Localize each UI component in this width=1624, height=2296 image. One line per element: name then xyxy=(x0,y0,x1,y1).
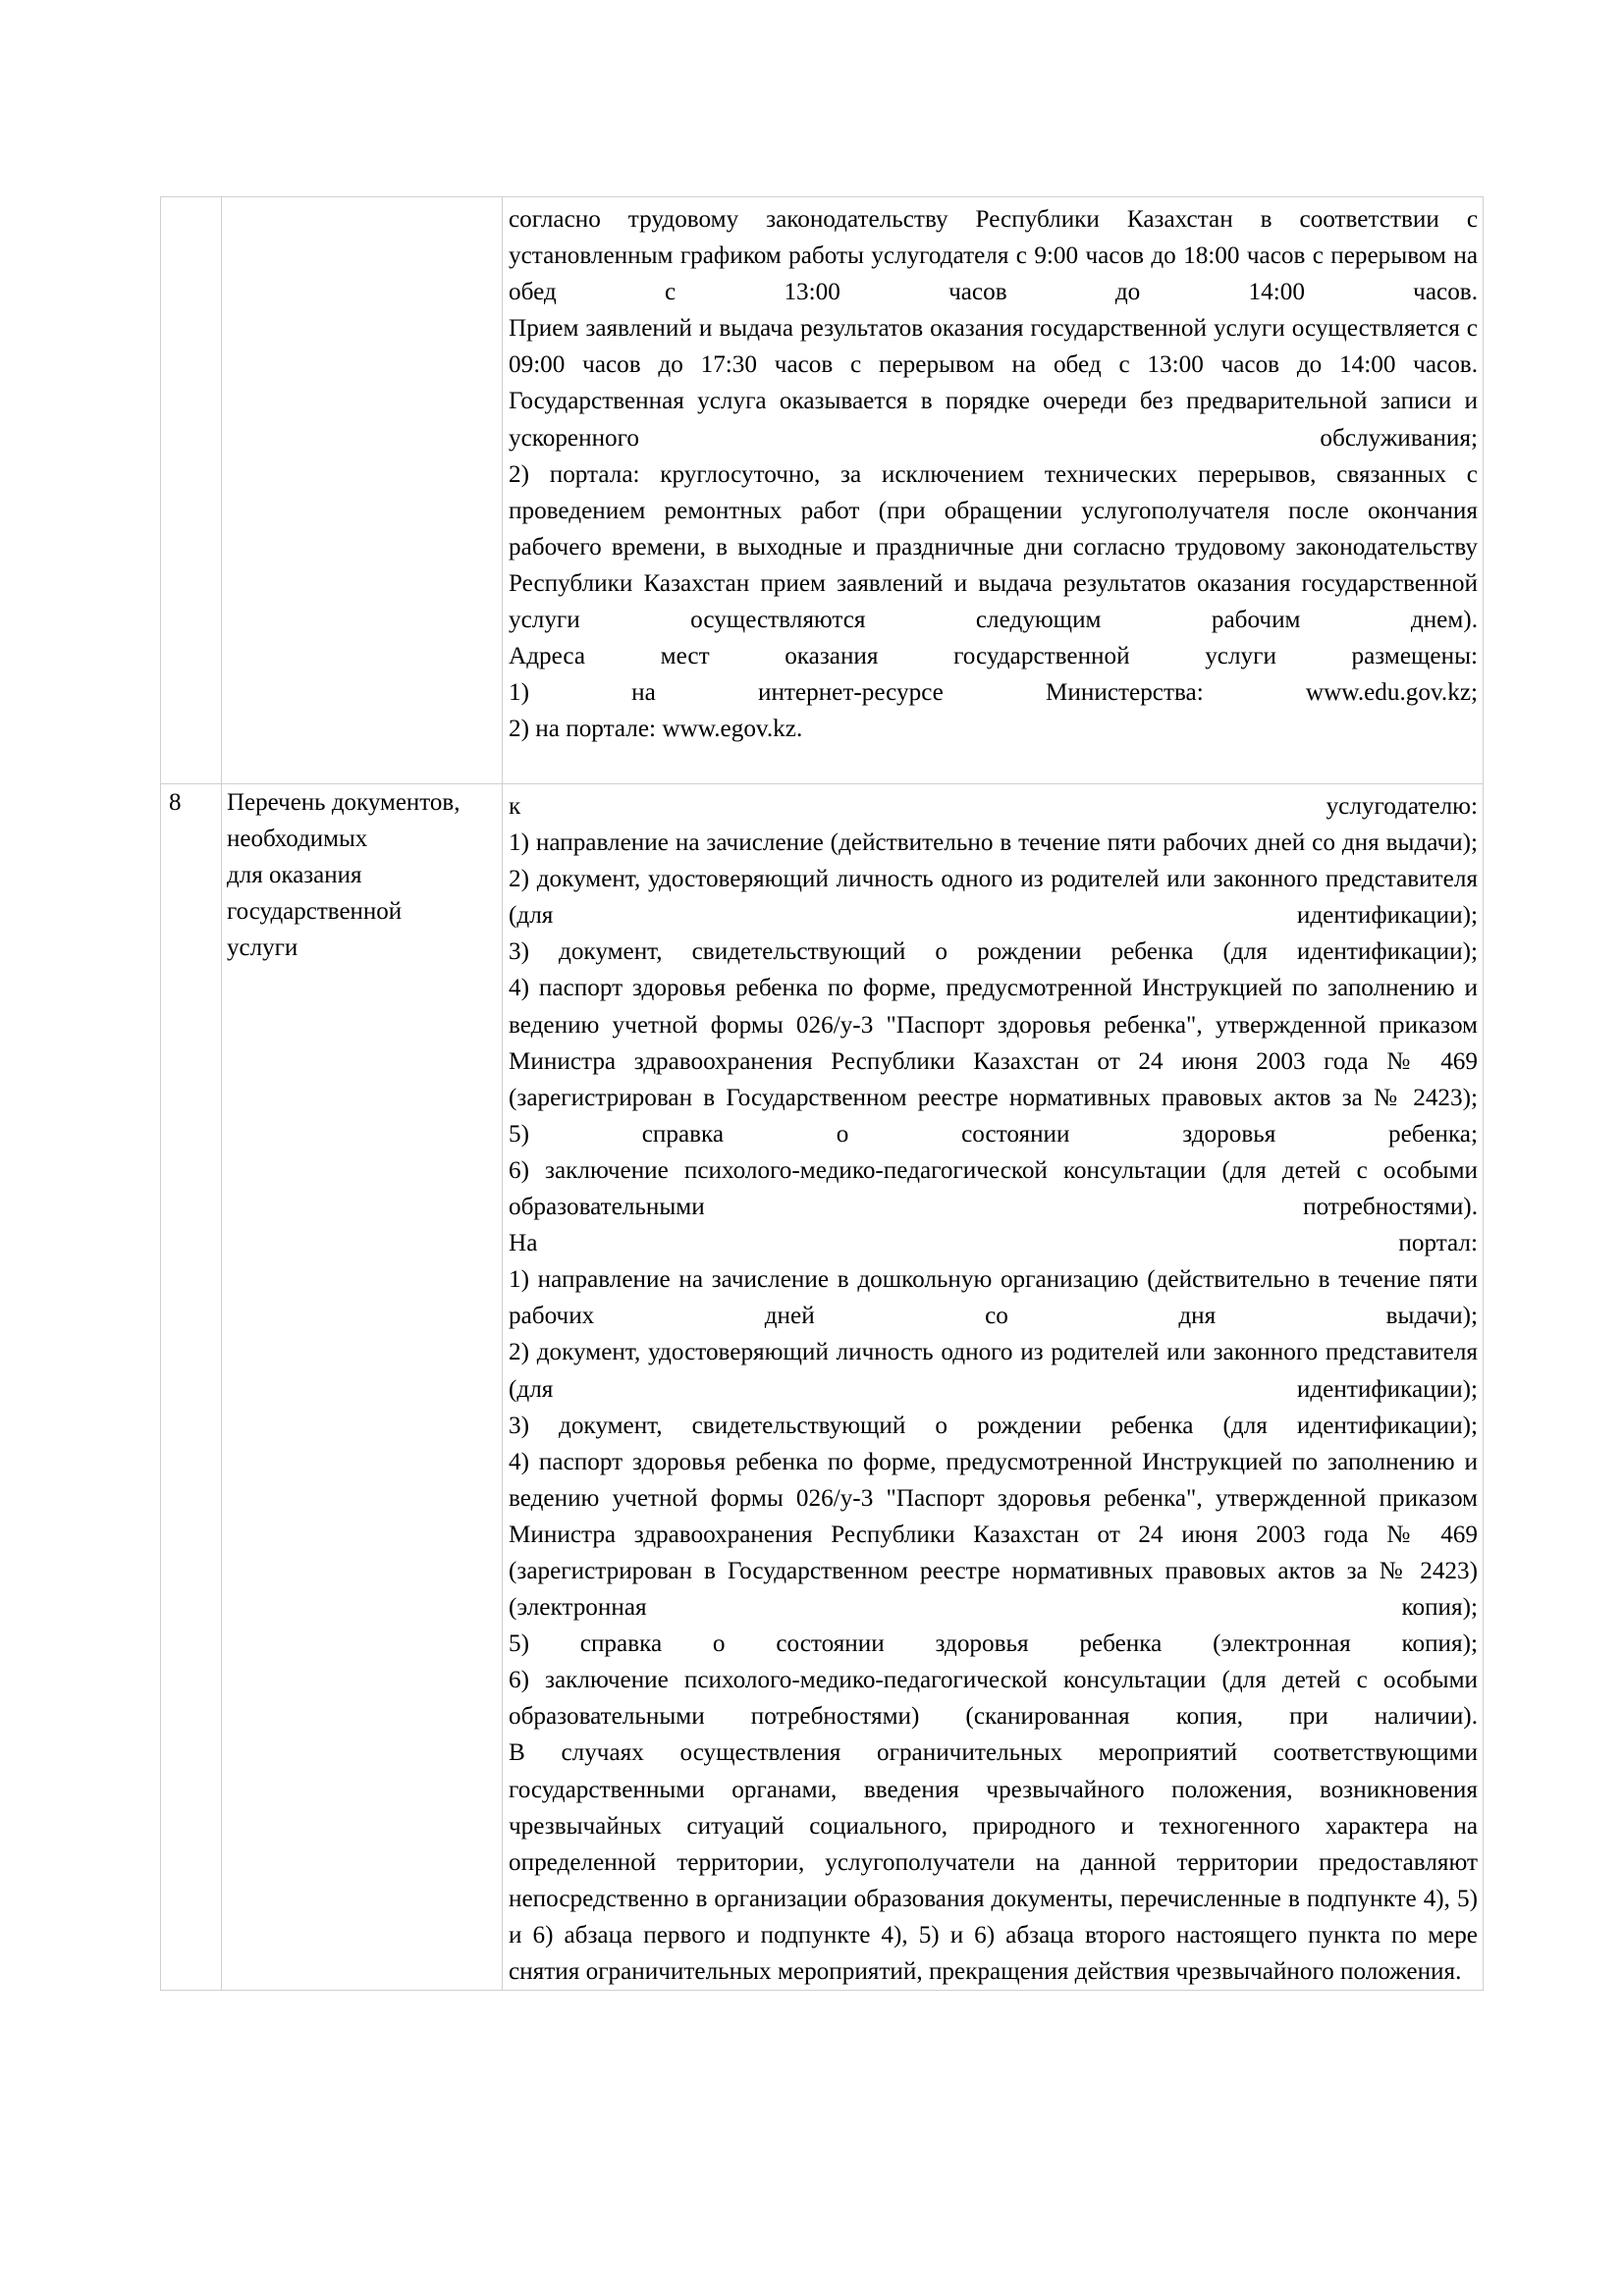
row-content-cell xyxy=(503,784,1484,1991)
table-row xyxy=(161,784,1484,1991)
paragraph: согласно трудовому законодательству Республики Казахстан в соответствии с установленным графиком работы услугодателя с 9:00 часов до 18:00 часов с перерывом на обед с 13:00 часов до 14:00 часов. xyxy=(509,206,1478,306)
paragraph: 5) справка о состоянии здоровья ребенка; xyxy=(509,1120,1478,1148)
row-number-cell xyxy=(161,784,222,1991)
row-content xyxy=(503,197,1483,747)
paragraph: 4) паспорт здоровья ребенка по форме, предусмотренной Инструкцией по заполнению и ведению учетной формы 026/у-3 "Паспорт здоровья ребенка", утвержденной приказом Министра здравоохранения Республики Казахстан от 24 июня 2003 года № 469 (зарегистрирован в Государственном реестре нормативных правовых актов за № 2423) (электронная копия); xyxy=(509,1448,1478,1622)
paragraph: 6) заключение психолого-медико-педагогической консультации (для детей с особыми образовательными потребностями) (сканированная копия, при наличии). xyxy=(509,1667,1478,1731)
table-row xyxy=(161,197,1484,784)
paragraph: Прием заявлений и выдача результатов оказания государственной услуги осуществляется с 09:00 часов до 17:30 часов с перерывом на обед с 13:00 часов до 14:00 часов. xyxy=(509,315,1478,379)
paragraph: 1) направление на зачисление в дошкольную организацию (действительно в течение пяти рабочих дней со дня выдачи); xyxy=(509,1266,1478,1330)
paragraph: 3) документ, свидетельствующий о рождении ребенка (для идентификации); xyxy=(509,1412,1478,1439)
paragraph: 6) заключение психолого-медико-педагогической консультации (для детей с особыми образовательными потребностями). xyxy=(509,1156,1478,1221)
row-content xyxy=(503,784,1483,1990)
paragraph: 2) на портале: www.egov.kz. xyxy=(509,716,803,743)
paragraph: В случаях осуществления ограничительных мероприятий соответствующими государственными органами, введения чрезвычайного положения, возникновения чрезвычайных ситуаций социального, природного и техногенного характера на определенной территории, услугополучатели на данной территории предоставляют непосредственно в организации образования документы, перечисленные в подпункте 4), 5) и 6) абзаца первого и подпункте 4), 5) и 6) абзаца второго настоящего пункта по мере снятия ограничительных мероприятий, прекращения действия чрезвычайного положения. xyxy=(509,1739,1478,1985)
paragraph: 2) портала: круглосуточно, за исключением технических перерывов, связанных с проведением ремонтных работ (при обращении услугополучателя после окончания рабочего времени, в выходные и праздничные дни согласно трудовому законодательству Республики Казахстан прием заявлений и выдача результатов оказания государственной услуги осуществляются следующим рабочим днем). xyxy=(509,460,1478,634)
row-number-cell xyxy=(161,197,222,784)
paragraph: 2) документ, удостоверяющий личность одного из родителей или законного представителя (для идентификации); xyxy=(509,1339,1478,1403)
row-name-cell xyxy=(222,197,503,784)
services-table xyxy=(160,196,1484,1991)
paragraph: 4) паспорт здоровья ребенка по форме, предусмотренной Инструкцией по заполнению и ведению учетной формы 026/у-3 "Паспорт здоровья ребенка", утвержденной приказом Министра здравоохранения Республики Казахстан от 24 июня 2003 года № 469 (зарегистрирован в Государственном реестре нормативных правовых актов за № 2423); xyxy=(509,975,1478,1111)
paragraph: Государственная услуга оказывается в порядке очереди без предварительной записи и ускоренного обслуживания; xyxy=(509,388,1478,452)
row-content-cell xyxy=(503,197,1484,784)
paragraph: На портал: xyxy=(509,1230,1478,1257)
row-number: 8 xyxy=(169,789,182,816)
paragraph: 1) направление на зачисление (действительно в течение пяти рабочих дней со дня выдачи); xyxy=(509,829,1478,857)
row-name-cell xyxy=(222,784,503,1991)
row-name: Перечень документов, необходимых для оказания государственной услуги xyxy=(227,789,460,961)
paragraph: 5) справка о состоянии здоровья ребенка (электронная копия); xyxy=(509,1630,1478,1658)
paragraph: к услугодателю: xyxy=(509,793,1478,820)
paragraph: Адреса мест оказания государственной услуги размещены: xyxy=(509,643,1478,670)
paragraph: 3) документ, свидетельствующий о рождении ребенка (для идентификации); xyxy=(509,938,1478,966)
paragraph: 2) документ, удостоверяющий личность одного из родителей или законного представителя (для идентификации); xyxy=(509,866,1478,930)
paragraph: 1) на интернет-ресурсе Министерства: www.edu.gov.kz; xyxy=(509,679,1478,707)
